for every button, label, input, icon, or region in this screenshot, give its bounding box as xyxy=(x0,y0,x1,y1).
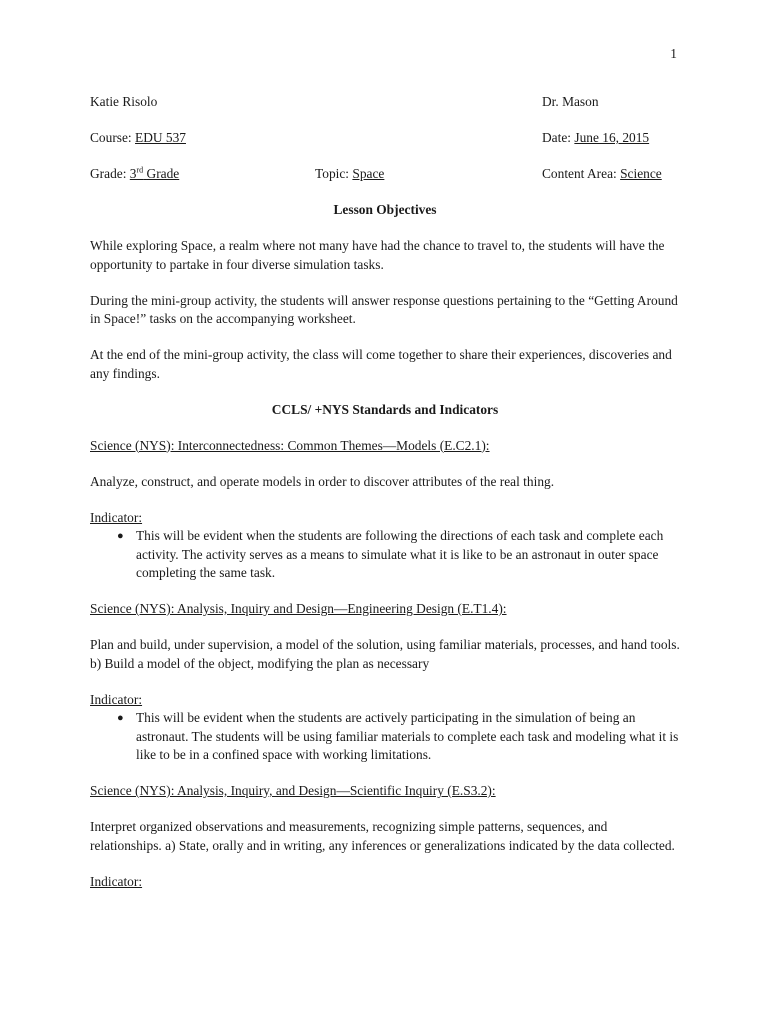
grade-value xyxy=(130,166,179,181)
standards-heading: CCLS/ +NYS Standards and Indicators xyxy=(271,401,499,417)
header-row-course xyxy=(90,129,680,148)
header-row-names xyxy=(90,93,680,112)
grade-suffix: rd xyxy=(136,165,144,175)
content-area-field xyxy=(542,165,662,184)
content-area-value: Science xyxy=(620,166,662,181)
grade-word: Grade xyxy=(146,166,180,181)
indicator-item xyxy=(90,709,680,765)
objective-paragraph: During the mini-group activity, the students will answer response questions pertaining to the “Getting Around in Space!” tasks on the accompanying worksheet. xyxy=(90,292,678,326)
grade-number: 3 xyxy=(129,166,137,181)
indicator-label: Indicator: xyxy=(90,509,143,525)
document-body xyxy=(90,93,680,891)
content-area-label: Content Area: xyxy=(542,166,617,181)
bullet-icon: ● xyxy=(117,530,124,542)
standard-text: Analyze, construct, and operate models in order to discover attributes of the real thing. xyxy=(90,473,555,489)
indicator-label: Indicator: xyxy=(90,691,143,707)
course-label: Course: xyxy=(90,130,132,145)
standard-title: Science (NYS): Analysis, Inquiry, and Design—Scientific Inquiry (E.S3.2): xyxy=(90,783,496,798)
indicator-label: Indicator: xyxy=(90,873,143,889)
grade-label: Grade: xyxy=(90,166,127,181)
course-value: EDU 537 xyxy=(135,130,186,145)
standard-title: Science (NYS): Analysis, Inquiry and Design—Engineering Design (E.T1.4): xyxy=(90,601,507,616)
indicator-item xyxy=(90,527,680,583)
indicator-list xyxy=(90,527,680,583)
indicator-text: This will be evident when the students are actively participating in the simulation of being an astronaut. The students will be using familiar materials to complete each task and modeling what it is like to be in a confined space with working limitations. xyxy=(136,710,679,762)
standard-text: Plan and build, under supervision, a model of the solution, using familiar materials, processes, and hand tools. b) Build a model of the object, modifying the plan as necessary xyxy=(90,637,680,671)
instructor-name: Dr. Mason xyxy=(542,94,599,109)
page-number: 1 xyxy=(670,46,677,61)
objectives-heading: Lesson Objectives xyxy=(333,202,437,217)
author-name: Katie Risolo xyxy=(90,94,158,109)
objective-paragraph: While exploring Space, a realm where not many have had the chance to travel to, the students will have the opportunity to partake in four diverse simulation tasks. xyxy=(90,238,665,272)
topic-field xyxy=(315,165,384,184)
topic-label: Topic: xyxy=(315,166,350,181)
grade-field xyxy=(90,165,179,184)
bullet-icon: ● xyxy=(117,712,124,724)
date-field xyxy=(542,129,649,148)
header-row-grade xyxy=(90,165,680,184)
standard-text: Interpret organized observations and measurements, recognizing simple patterns, sequences, and relationships. a) State, orally and in writing, any inferences or generalizations indicated by the data collected. xyxy=(90,819,675,853)
indicator-list xyxy=(90,709,680,765)
date-value: June 16, 2015 xyxy=(574,130,650,145)
objective-paragraph: At the end of the mini-group activity, the class will come together to share their experiences, discoveries and any findings. xyxy=(90,347,672,381)
date-label: Date: xyxy=(542,130,571,145)
topic-value: Space xyxy=(352,166,385,181)
course-field xyxy=(90,129,186,148)
standard-title: Science (NYS): Interconnectedness: Common Themes—Models (E.C2.1): xyxy=(90,437,490,453)
indicator-text: This will be evident when the students are following the directions of each task and complete each activity. The activity serves as a means to simulate what it is like to be an astronaut in outer space completing the same task. xyxy=(136,528,664,580)
